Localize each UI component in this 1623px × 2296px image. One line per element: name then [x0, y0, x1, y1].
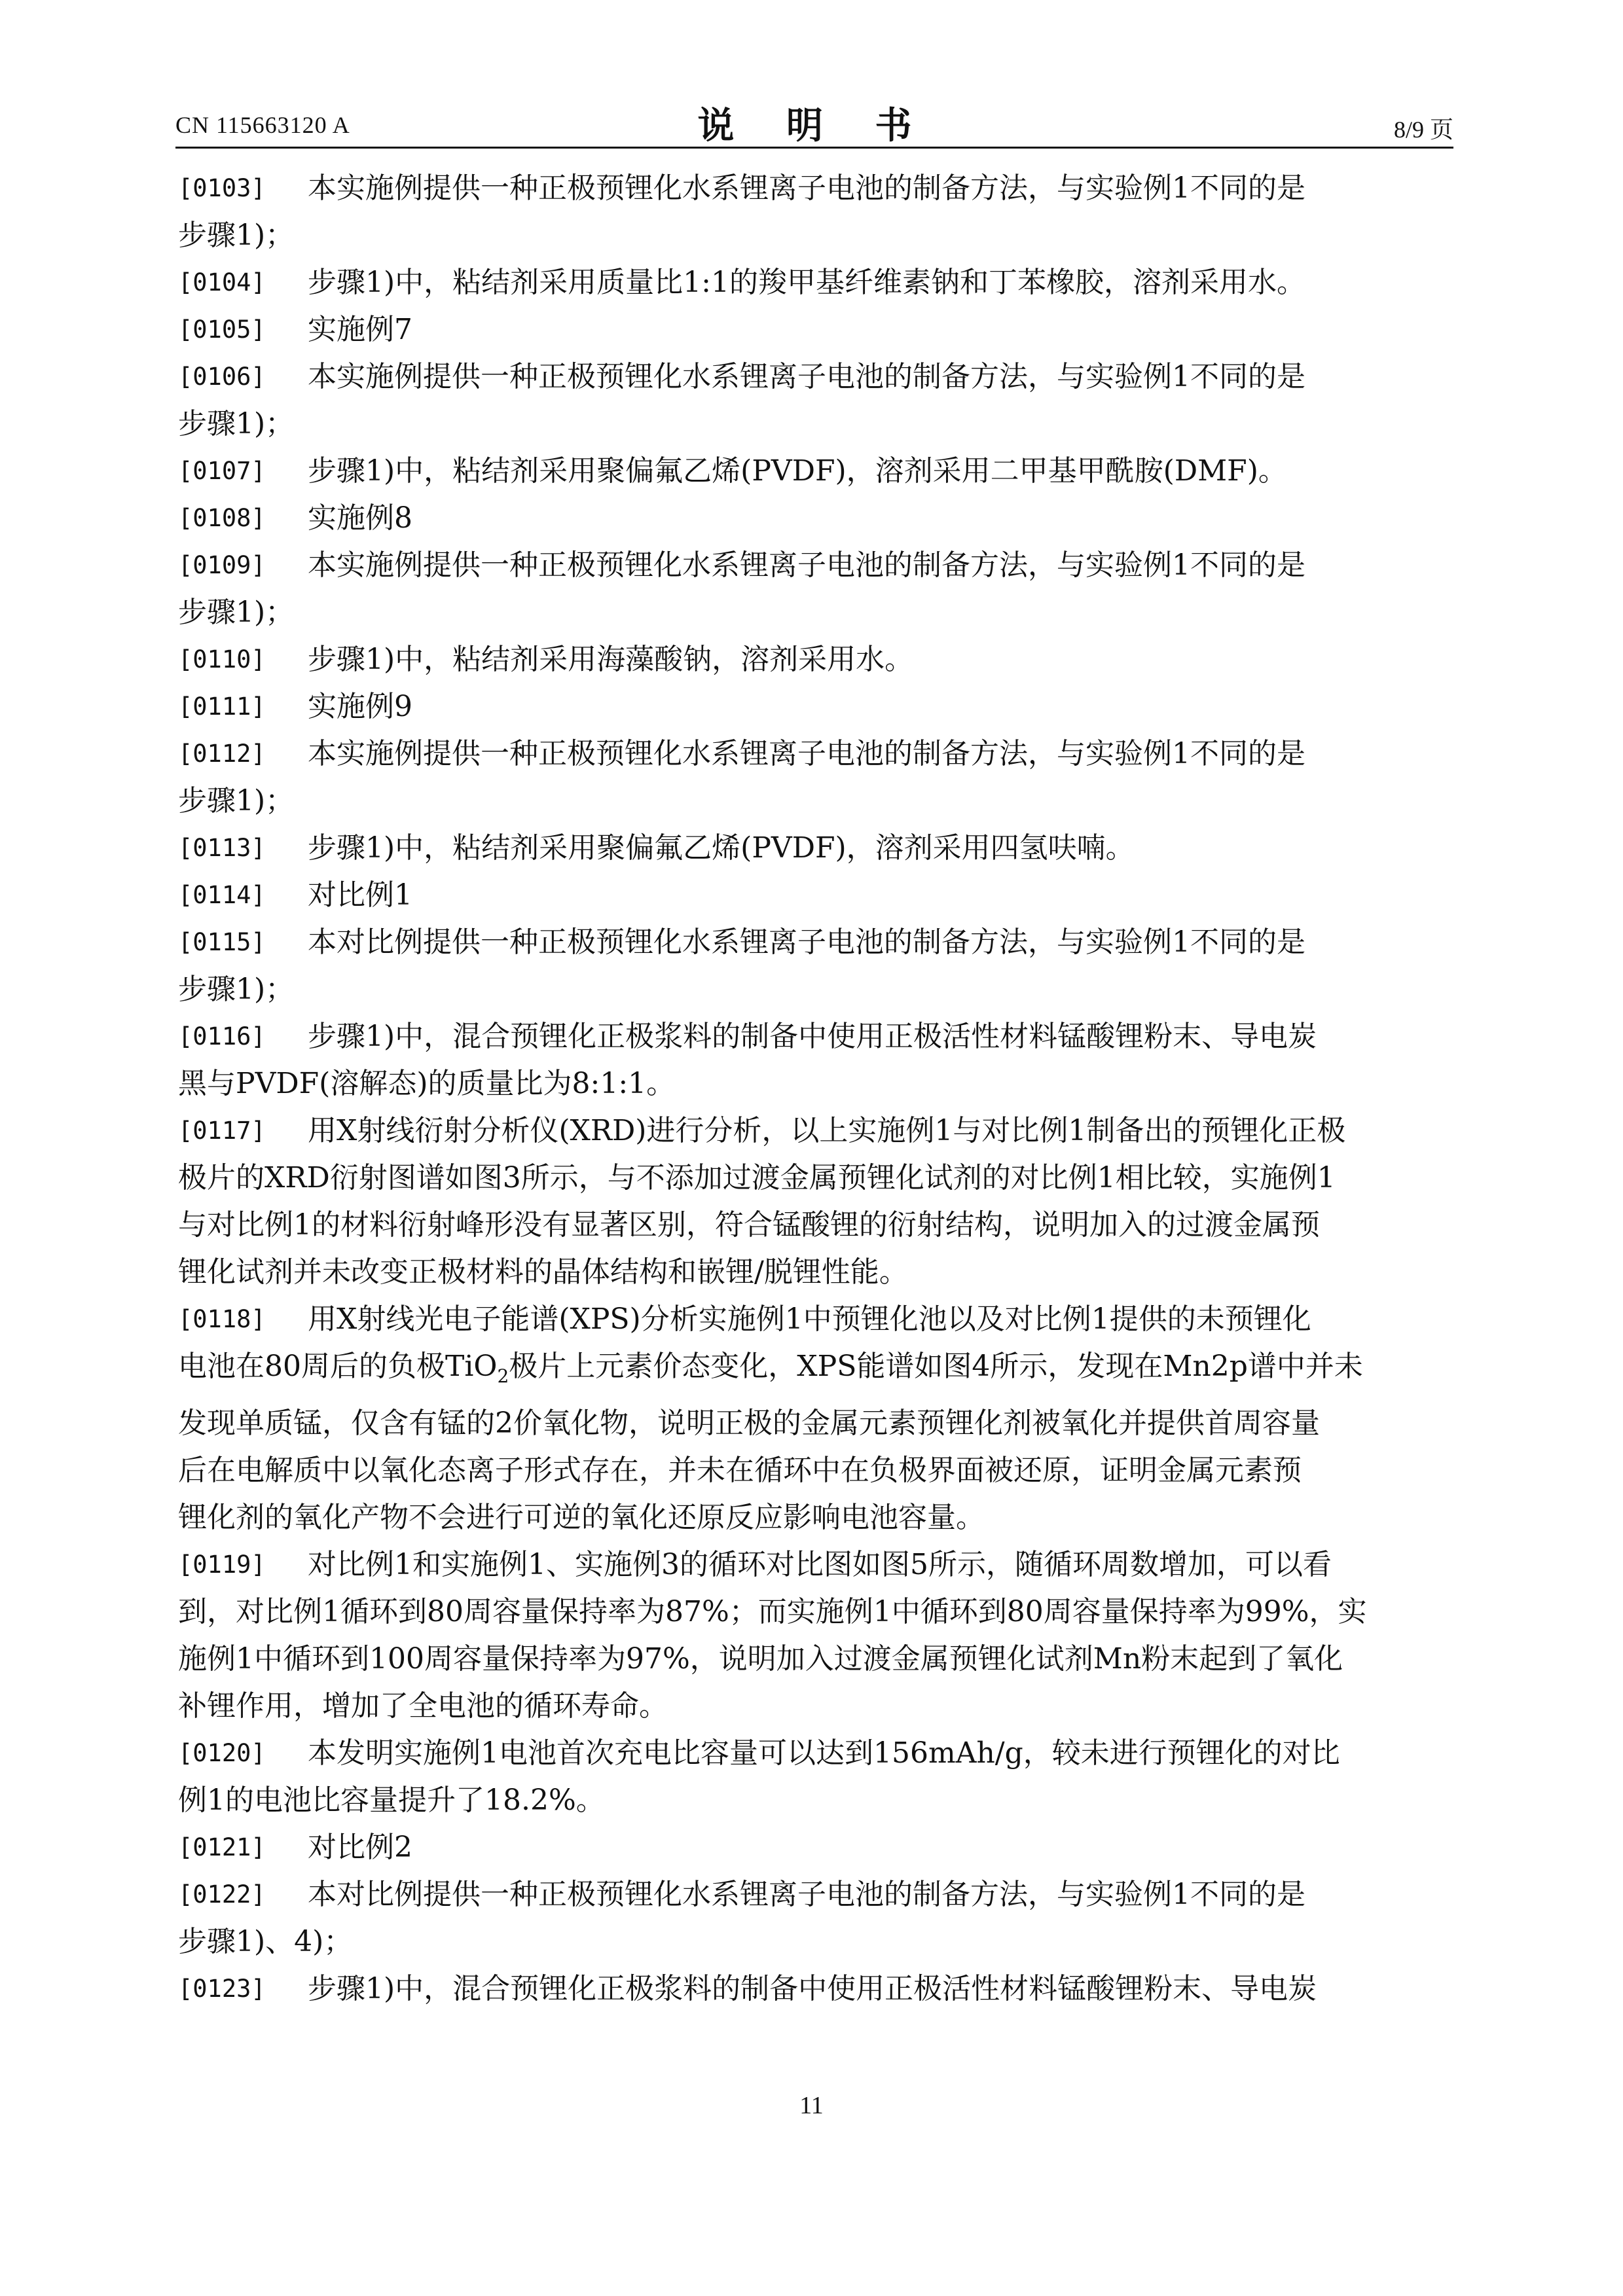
page-number: 11: [799, 2092, 824, 2119]
text-line: 极片的XRD衍射图谱如图3所示，与不添加过渡金属预锂化试剂的对比例1相比较，实施例1: [178, 1161, 1336, 1194]
paragraph-number: [0107]: [178, 457, 266, 485]
text-line: 步骤1)、4)；: [178, 1925, 353, 1958]
paragraph-number: [0106]: [178, 363, 266, 391]
text-line: 实施例9: [308, 690, 412, 723]
text-line: 黑与PVDF(溶解态)的质量比为8:1:1。: [178, 1067, 676, 1100]
paragraph: [178, 919, 1456, 1013]
paragraph: [178, 542, 1456, 636]
text-line: 步骤1)中，粘结剂采用质量比1:1的羧甲基纤维素钠和丁苯橡胶，溶剂采用水。: [308, 266, 1305, 299]
paragraph-number: [0118]: [178, 1305, 266, 1333]
text-line: 步骤1)；: [178, 596, 295, 629]
text-line: 实施例7: [308, 313, 412, 346]
subscript: 2: [497, 1365, 509, 1387]
text-line: 发现单质锰，仅含有锰的2价氧化物，说明正极的金属元素预锂化剂被氧化并提供首周容量: [178, 1407, 1320, 1440]
text-line: 步骤1)中，粘结剂采用海藻酸钠，溶剂采用水。: [308, 643, 914, 676]
text-line: 步骤1)中，粘结剂采用聚偏氟乙烯(PVDF)，溶剂采用二甲基甲酰胺(DMF)。: [308, 454, 1287, 488]
paragraph: [178, 1013, 1456, 1107]
text-line: 本实施例提供一种正极预锂化水系锂离子电池的制备方法，与实验例1不同的是: [308, 360, 1305, 393]
paragraph: [178, 259, 1456, 306]
text-line: 锂化剂的氧化产物不会进行可逆的氧化还原反应影响电池容量。: [178, 1501, 985, 1534]
text-line: 步骤1)；: [178, 784, 295, 817]
paragraph: [178, 1541, 1456, 1730]
paragraph-number: [0111]: [178, 692, 266, 721]
paragraph: [178, 1871, 1456, 1965]
paragraph: [178, 825, 1456, 872]
paragraph: [178, 1730, 1456, 1824]
publication-number: CN 115663120 A: [175, 112, 350, 138]
paragraph: [178, 636, 1456, 683]
paragraph-number: [0117]: [178, 1117, 266, 1145]
paragraph: [178, 683, 1456, 730]
document-title: 说 明 书: [697, 105, 932, 147]
paragraph-number: [0114]: [178, 881, 266, 909]
document-body: [178, 165, 1456, 2013]
paragraph-number: [0109]: [178, 551, 266, 579]
paragraph-number: [0115]: [178, 928, 266, 956]
paragraph: [178, 448, 1456, 495]
paragraph: [178, 872, 1456, 919]
paragraph-number: [0113]: [178, 834, 266, 862]
paragraph-number: [0103]: [178, 174, 266, 202]
text-segment: 极片上元素价态变化，XPS能谱如图4所示，发现在Mn2p谱中并未: [509, 1350, 1363, 1383]
paragraph-number: [0104]: [178, 268, 266, 296]
text-line: 对比例1和实施例1、实施例3的循环对比图如图5所示，随循环周数增加，可以看: [308, 1548, 1332, 1581]
paragraph: [178, 1824, 1456, 1871]
paragraph-number: [0116]: [178, 1022, 266, 1050]
text-line: 步骤1)中，混合预锂化正极浆料的制备中使用正极活性材料锰酸锂粉末、导电炭: [308, 1972, 1317, 2005]
paragraph: [178, 353, 1456, 448]
paragraph-number: [0123]: [178, 1975, 266, 2003]
text-line: 到，对比例1循环到80周容量保持率为87%；而实施例1中循环到80周容量保持率为99%，实: [178, 1595, 1367, 1628]
text-line: 本发明实施例1电池首次充电比容量可以达到156mAh/g，较未进行预锂化的对比: [308, 1736, 1340, 1770]
text-line: 步骤1)中，混合预锂化正极浆料的制备中使用正极活性材料锰酸锂粉末、导电炭: [308, 1020, 1317, 1053]
text-line: 例1的电池比容量提升了18.2%。: [178, 1784, 605, 1817]
text-line: 用X射线衍射分析仪(XRD)进行分析，以上实施例1与对比例1制备出的预锂化正极: [308, 1114, 1346, 1147]
paragraph-number: [0119]: [178, 1551, 266, 1579]
paragraph: [178, 730, 1456, 825]
text-line: 本实施例提供一种正极预锂化水系锂离子电池的制备方法，与实验例1不同的是: [308, 548, 1305, 582]
text-line: 本对比例提供一种正极预锂化水系锂离子电池的制备方法，与实验例1不同的是: [308, 925, 1305, 959]
text-segment: 电池在80周后的负极TiO: [178, 1350, 498, 1383]
text-line: 施例1中循环到100周容量保持率为97%，说明加入过渡金属预锂化试剂Mn粉末起到了氧化: [178, 1642, 1343, 1676]
text-line: 本对比例提供一种正极预锂化水系锂离子电池的制备方法，与实验例1不同的是: [308, 1878, 1305, 1911]
paragraph: [178, 495, 1456, 542]
paragraph-number: [0112]: [178, 740, 266, 768]
text-line: 与对比例1的材料衍射峰形没有显著区别，符合锰酸锂的衍射结构，说明加入的过渡金属预: [178, 1208, 1320, 1242]
text-line: 步骤1)；: [178, 219, 295, 252]
paragraph: [178, 165, 1456, 259]
text-line: 后在电解质中以氧化态离子形式存在，并未在循环中在负极界面被还原，证明金属元素预: [178, 1454, 1302, 1487]
text-line: 用X射线光电子能谱(XPS)分析实施例1中预锂化池以及对比例1提供的未预锂化: [308, 1302, 1311, 1336]
page-indicator: 8/9 页: [1393, 117, 1453, 143]
text-line: 步骤1)；: [178, 407, 295, 440]
text-line: 补锂作用，增加了全电池的循环寿命。: [178, 1689, 668, 1723]
paragraph-number: [0120]: [178, 1739, 266, 1767]
header-rule: [175, 147, 1453, 149]
text-line: 对比例2: [308, 1831, 412, 1864]
page-header: [175, 97, 1453, 147]
paragraph-number: [0108]: [178, 504, 266, 532]
paragraph: [178, 1296, 1456, 1541]
text-line: 步骤1)；: [178, 973, 295, 1006]
text-line: 步骤1)中，粘结剂采用聚偏氟乙烯(PVDF)，溶剂采用四氢呋喃。: [308, 831, 1135, 865]
text-line: 锂化试剂并未改变正极材料的晶体结构和嵌锂/脱锂性能。: [178, 1255, 908, 1289]
text-line: 本实施例提供一种正极预锂化水系锂离子电池的制备方法，与实验例1不同的是: [308, 171, 1305, 205]
text-line: 实施例8: [308, 501, 412, 535]
paragraph: [178, 1107, 1456, 1296]
paragraph: [178, 1965, 1456, 2013]
paragraph-number: [0110]: [178, 645, 266, 673]
text-line: [178, 1343, 1456, 1400]
paragraph-number: [0121]: [178, 1833, 266, 1861]
text-line: 本实施例提供一种正极预锂化水系锂离子电池的制备方法，与实验例1不同的是: [308, 737, 1305, 770]
paragraph-number: [0105]: [178, 315, 266, 344]
paragraph-number: [0122]: [178, 1880, 266, 1909]
text-line: 对比例1: [308, 878, 412, 912]
paragraph: [178, 306, 1456, 353]
